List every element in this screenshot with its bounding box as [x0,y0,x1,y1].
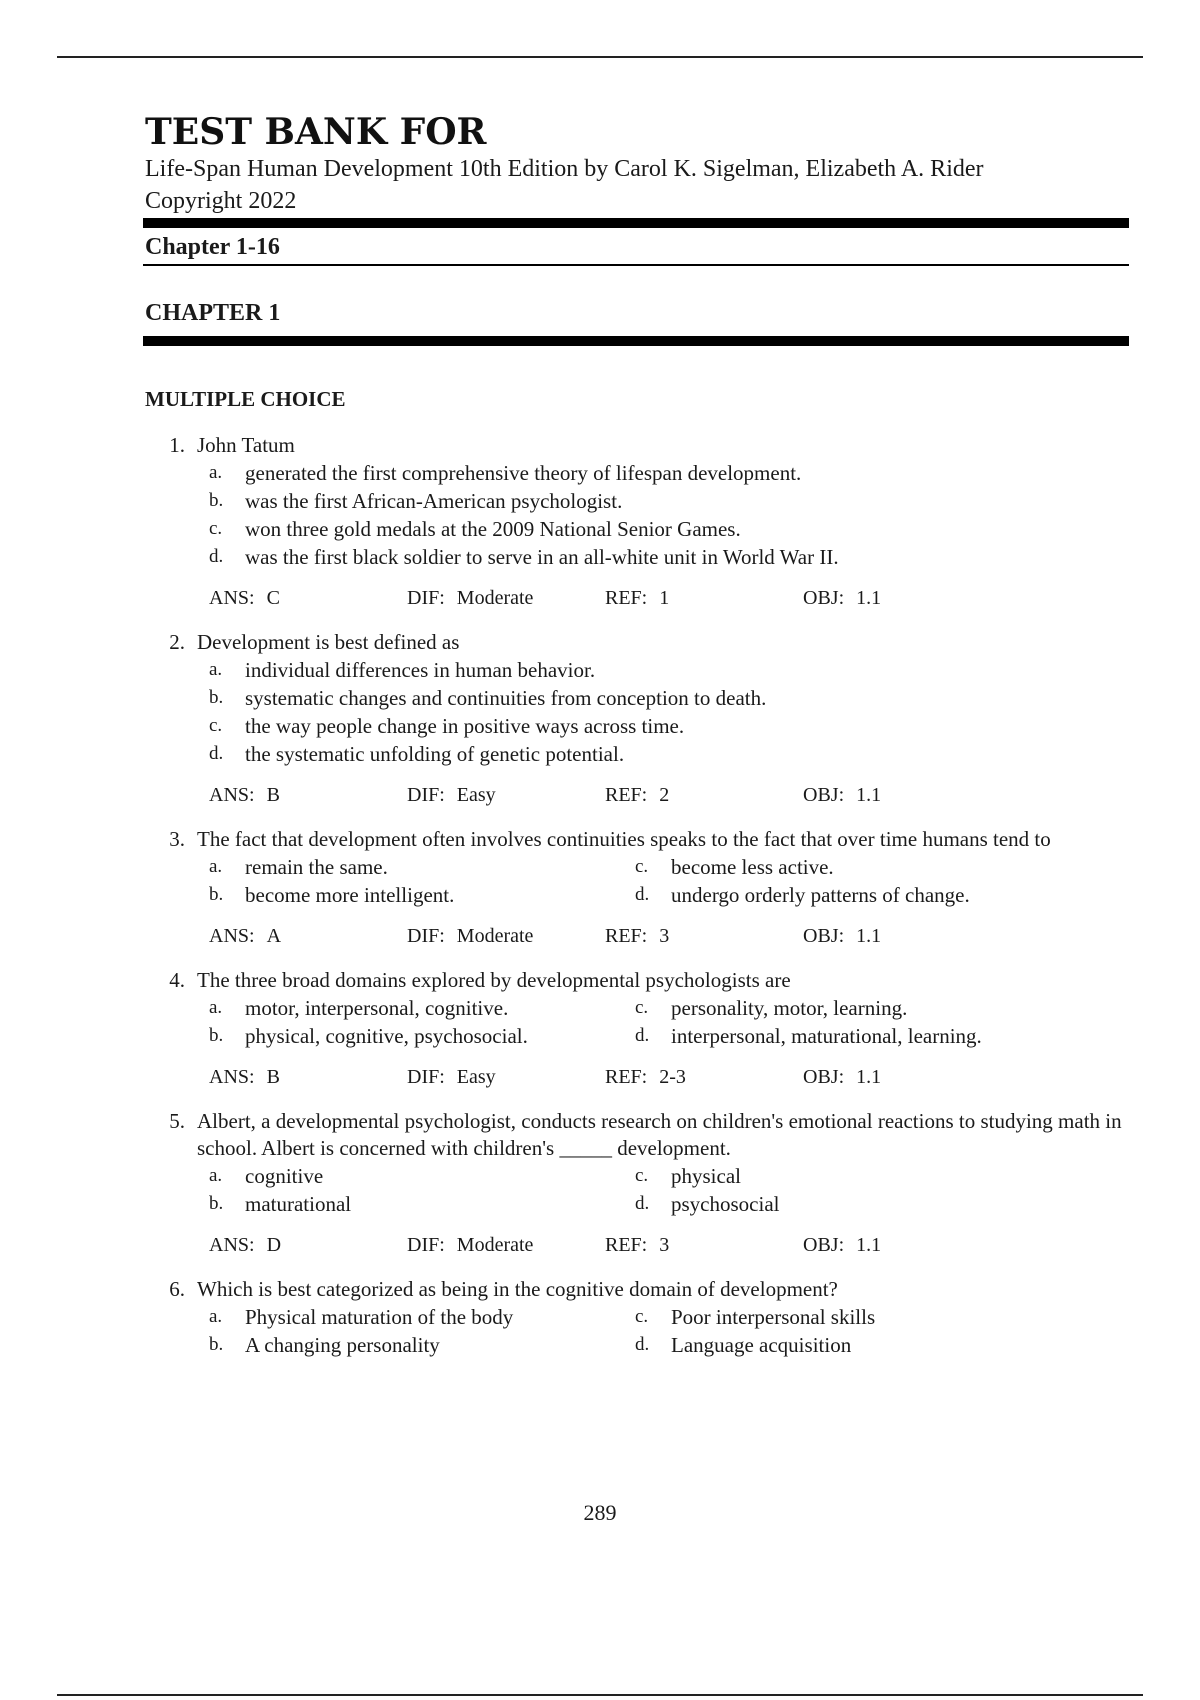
difficulty: DIF: Easy [407,784,496,806]
objective: OBJ: 1.1 [803,784,882,806]
choice-c: c. won three gold medals at the 2009 National Senior Games. [209,517,741,541]
choice-b: b. become more intelligent. [209,883,455,907]
question [145,432,1130,611]
bottom-rule [57,1694,1143,1696]
question-list [145,432,1130,1359]
question [145,826,1130,949]
answer-key: ANS: A [209,925,282,947]
chapter-divider [143,336,1129,346]
choice-list [209,1162,1130,1218]
document-page [145,112,1130,1377]
reference: REF: 2-3 [605,1066,686,1088]
document-title: TEST BANK FOR [145,111,487,153]
reference: REF: 2 [605,784,670,806]
choice-d: d. psychosocial [635,1192,780,1216]
choice-c: c. physical [635,1164,741,1188]
answer-key: ANS: C [209,587,280,609]
answer-meta [209,1232,1130,1258]
choice-list [209,1303,1130,1359]
answer-meta [209,782,1130,808]
question [145,629,1130,808]
choice-b: b. systematic changes and continuities from conception to death. [209,686,767,710]
answer-key: ANS: B [209,1066,280,1088]
question-number: 2. [169,630,185,654]
answer-key: ANS: D [209,1234,282,1256]
choice-b: b. maturational [209,1192,352,1216]
reference: REF: 3 [605,1234,670,1256]
objective: OBJ: 1.1 [803,1234,882,1256]
question-stem: The three broad domains explored by developmental psychologists are [197,968,791,992]
thin-divider [143,264,1129,266]
answer-meta [209,923,1130,949]
thick-divider [143,218,1129,228]
chapter-range: Chapter 1-16 [145,234,280,260]
choice-b: b. physical, cognitive, psychosocial. [209,1024,528,1048]
choice-c: c. Poor interpersonal skills [635,1305,876,1329]
question-number: 3. [169,827,185,851]
reference: REF: 1 [605,587,670,609]
book-title: Life-Span Human Development 10th Edition by Carol K. Sigelman, Elizabeth A. Rider [145,156,984,182]
difficulty: DIF: Easy [407,1066,496,1088]
question-number: 5. [169,1109,185,1133]
choice-b: b. was the first African-American psychologist. [209,489,623,513]
answer-meta [209,585,1130,611]
choice-a: a. motor, interpersonal, cognitive. [209,996,509,1020]
question-stem: The fact that development often involves continuities speaks to the fact that over time humans tend to [197,827,1051,851]
choice-list [209,853,1130,909]
section-heading: MULTIPLE CHOICE [145,387,346,411]
difficulty: DIF: Moderate [407,925,534,947]
choice-a: a. individual differences in human behavior. [209,658,596,682]
objective: OBJ: 1.1 [803,1066,882,1088]
question-stem: Albert, a developmental psychologist, conducts research on children's emotional reactions to studying math in school. Albert is concerned with children's _____ development. [197,1109,1122,1160]
reference: REF: 3 [605,925,670,947]
choice-d: d. the systematic unfolding of genetic potential. [209,742,625,766]
question-number: 1. [169,433,185,457]
difficulty: DIF: Moderate [407,587,534,609]
choice-c: c. become less active. [635,855,834,879]
choice-d: d. interpersonal, maturational, learning. [635,1024,982,1048]
page-number: 289 [583,1500,617,1525]
choice-list [209,459,1130,571]
choice-list [209,994,1130,1050]
choice-a: a. cognitive [209,1164,324,1188]
question [145,967,1130,1090]
objective: OBJ: 1.1 [803,925,882,947]
question-number: 4. [169,968,185,992]
choice-a: a. generated the first comprehensive theory of lifespan development. [209,461,802,485]
choice-d: d. Language acquisition [635,1333,852,1357]
chapter-heading: CHAPTER 1 [145,300,281,326]
difficulty: DIF: Moderate [407,1234,534,1256]
choice-d: d. was the first black soldier to serve in an all-white unit in World War II. [209,545,839,569]
choice-a: a. remain the same. [209,855,388,879]
choice-c: c. personality, motor, learning. [635,996,908,1020]
choice-d: d. undergo orderly patterns of change. [635,883,970,907]
question-stem: Development is best defined as [197,630,460,654]
answer-meta [209,1064,1130,1090]
question-stem: Which is best categorized as being in the cognitive domain of development? [197,1277,838,1301]
question-number: 6. [169,1277,185,1301]
copyright-line: Copyright 2022 [145,188,297,214]
choice-b: b. A changing personality [209,1333,440,1357]
choice-list [209,656,1130,768]
choice-a: a. Physical maturation of the body [209,1305,514,1329]
choice-c: c. the way people change in positive ways across time. [209,714,685,738]
answer-key: ANS: B [209,784,280,806]
question-stem: John Tatum [197,433,295,457]
question [145,1276,1130,1359]
top-rule [57,56,1143,58]
question [145,1108,1130,1258]
objective: OBJ: 1.1 [803,587,882,609]
